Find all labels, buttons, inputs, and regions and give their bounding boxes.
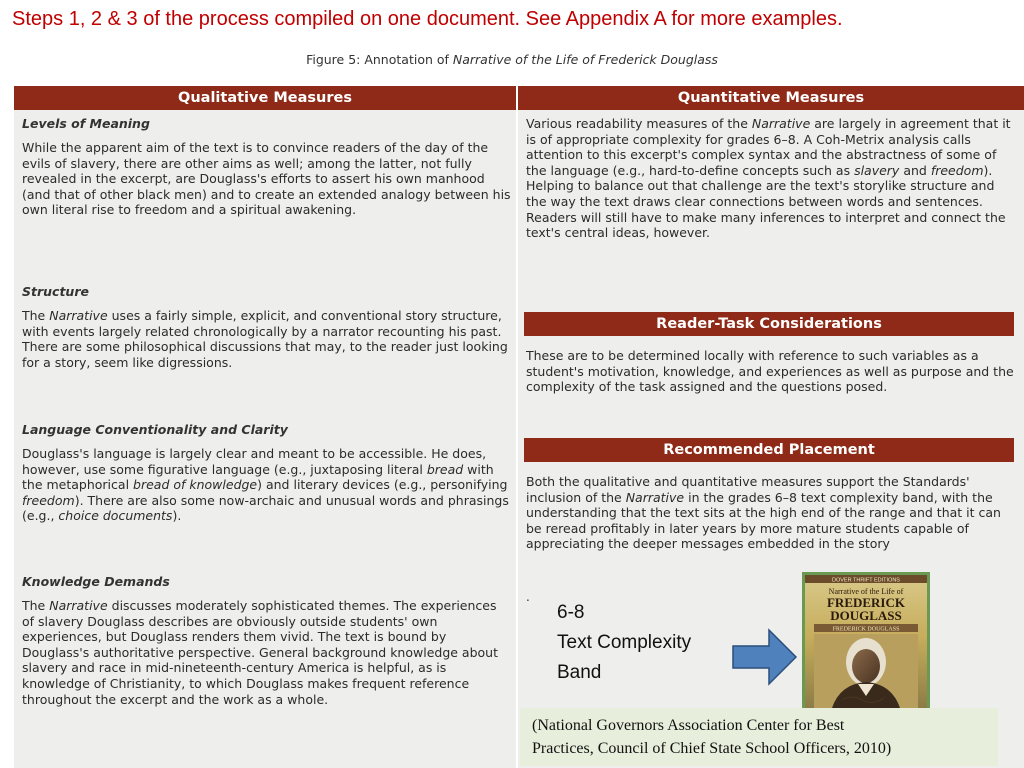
italic-run: slavery [854,162,900,178]
knowledge-demands-section [22,574,512,707]
right-arrow-icon [732,628,798,686]
text-run: The [22,308,50,323]
quantitative-text [526,116,1014,241]
structure-section [22,284,512,370]
quantitative-header: Quantitative Measures [518,86,1024,110]
language-section [22,422,512,524]
text-run: ). There are also some now-archaic and unusual words and phrasings (e.g., [22,492,509,524]
citation-box [520,708,998,766]
italic-run: choice documents [58,508,173,524]
italic-run: Narrative [49,598,108,613]
section-text [22,598,512,707]
text-run: The [22,598,50,613]
italic-run: freedom [22,492,75,508]
placement-section [526,474,1014,552]
placement-header: Recommended Placement [524,438,1014,462]
text-run: are largely in agreement that it is of appropriate complexity for grades 6–8. A Coh-Metrix analysis calls attention to this excerpt's complex syntax and the abstractness of some of the language (e.g., hard-to-define concepts such as [526,116,1011,178]
text-run: ). Helping to balance out that challenge are the text's storylike structure and the way the text draws clear connections between words and sentences. Readers will still have to make many inferences to interpret and connect the text's central ideas, however. [526,162,1006,241]
placement-text [526,474,1014,552]
section-title: Structure [22,284,89,299]
quantitative-section [526,116,1014,241]
slide-heading: Steps 1, 2 & 3 of the process compiled on one document. See Appendix A for more examples. [12,8,843,30]
italic-run: Narrative [625,489,685,505]
citation-line1: (National Governors Association Center for Best [532,717,845,734]
section-title: Knowledge Demands [22,574,170,589]
section-text [22,308,512,370]
book-title-line2: FREDERICK [826,595,906,610]
stray-bullet: . [526,590,530,604]
book-author: FREDERICK DOUGLASS [832,626,900,633]
band-line2: Text Complexity [557,632,692,653]
section-text [22,446,512,524]
text-run: Douglass's language is largely clear and meant to be accessible. He does, however, use some figurative language (e.g., juxtaposing literal [22,446,487,477]
figure-caption-prefix: Figure 5: Annotation of [306,52,453,67]
italic-run: Narrative [49,308,108,323]
book-title-line3: DOUGLASS [830,608,902,623]
levels-of-meaning-section [22,116,512,218]
text-run: uses a fairly simple, explicit, and conventional story structure, with events largely related chronologically by a narrator recounting his past. There are some philosophical discussions that may, to the reader just looking for a story, seem like digressions. [22,308,508,370]
reader-task-text: These are to be determined locally with reference to such variables as a student's motivation, knowledge, and experiences as well as purpose and the complexity of the task assigned and the questions posed. [526,348,1014,395]
text-run: with the metaphorical [22,461,494,493]
figure-caption [0,52,1024,67]
section-text: While the apparent aim of the text is to convince readers of the day of the evils of slavery, there are other aims as well; among the latter, not fully revealed in the excerpt, are Douglass's efforts to assert his own manhood (and that of other black men) and to create an extended analogy between his own literal rise to freedom and a spiritual awakening. [22,140,511,218]
qualitative-panel [14,86,516,768]
text-run: ) and literary devices (e.g., personifying [257,477,508,493]
text-run: and [899,162,931,178]
book-series: DOVER THRIFT EDITIONS [832,577,900,584]
text-run: in the grades 6–8 text complexity band, with the understanding that the text sits at the high end of the range and that it can be reread profitably in later years by more mature students capable of appreciating the deeper messages embedded in the story [526,489,1001,552]
book-cover-art [802,572,930,714]
band-line3: Band [557,662,602,683]
qualitative-header: Qualitative Measures [14,86,516,110]
text-run: Both the qualitative and quantitative measures support the Standards' inclusion of the [526,474,970,505]
complexity-band-label [557,598,691,688]
italic-run: Narrative [751,116,811,131]
text-run: Various readability measures of the [526,116,752,131]
reader-task-section [526,348,1014,395]
citation-line2: Practices, Council of Chief State School Officers, 2010) [532,740,892,757]
italic-run: bread of knowledge [133,477,258,493]
reader-task-header: Reader-Task Considerations [524,312,1014,336]
section-title: Language Conventionality and Clarity [22,422,288,437]
italic-run: bread [426,461,464,477]
italic-run: freedom [930,162,984,178]
text-run: discusses moderately sophisticated themes. The experiences of slavery Douglass describes are obviously outside students' own experiences, but Douglass renders them vivid. The text is bound by Douglass's authoritative perspective. General background knowledge about slavery and race in mid-nineteenth-century America is helpful, as is knowledge of Christianity, to which Douglass makes frequent reference throughout the excerpt and the work as a whole. [22,598,498,707]
book-title-line1: Narrative of the Life of [828,587,904,596]
book-cover-image [802,572,930,714]
band-grades: 6-8 [557,602,585,623]
text-run: ). [172,508,182,524]
section-title: Levels of Meaning [22,116,150,131]
figure-caption-title: Narrative of the Life of Frederick Douglass [452,52,718,67]
